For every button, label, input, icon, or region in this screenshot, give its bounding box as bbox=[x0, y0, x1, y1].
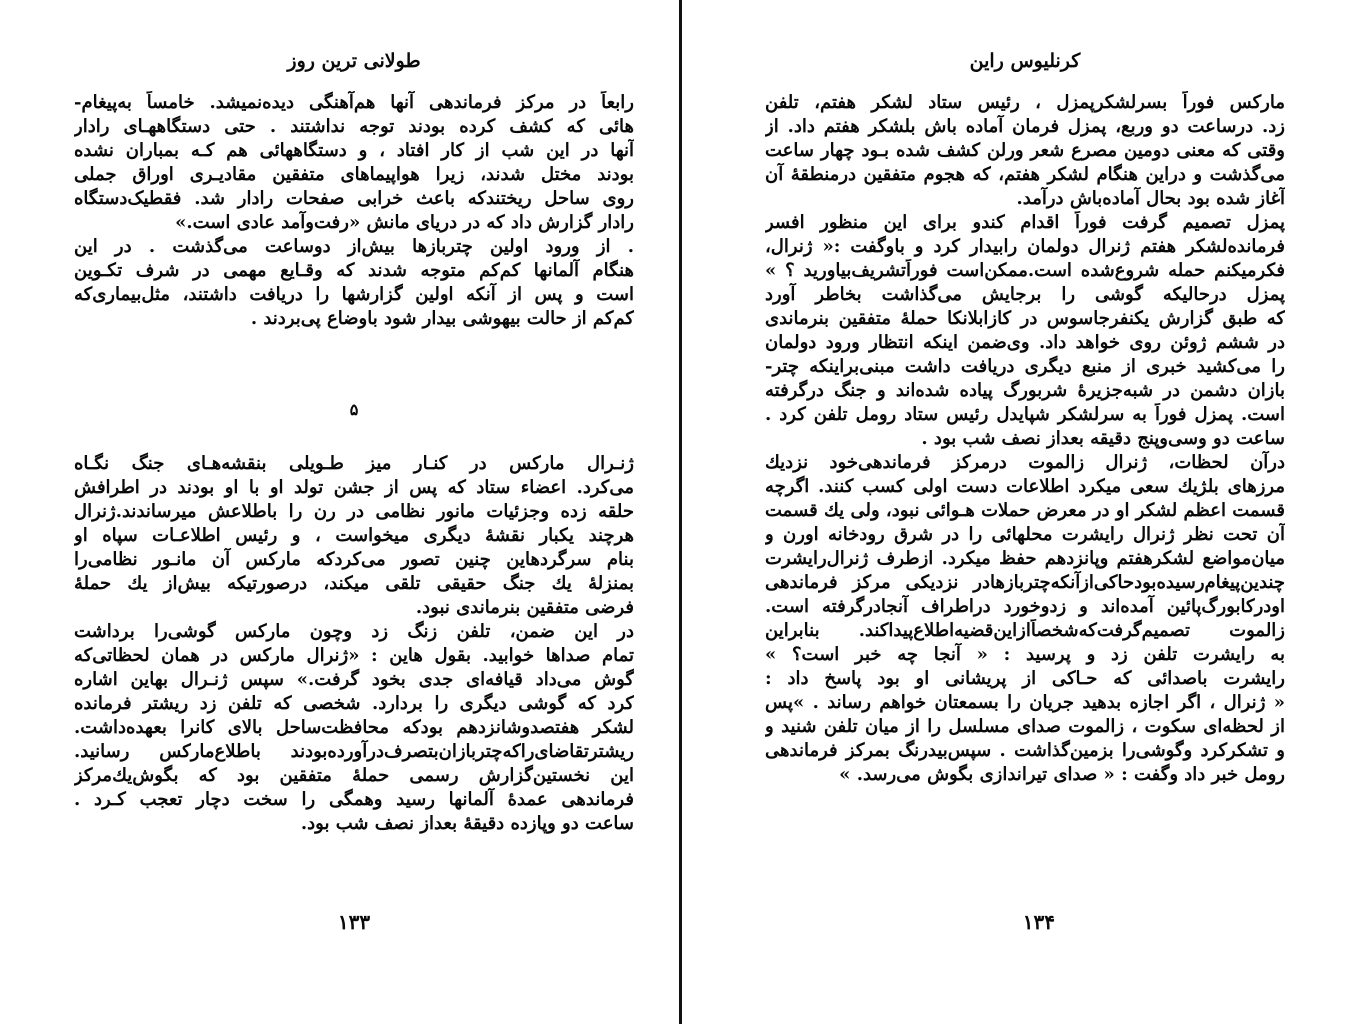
left-text-block-2 bbox=[74, 452, 634, 836]
text-line: بودند مختل شدند، زیرا هواپیماهای متفقین مقادیـری اوراق جملی bbox=[74, 164, 634, 185]
text-line: آنها در این شب از کار افتاد ، و دستگاههائی هم کـه بمباران نشده bbox=[74, 140, 634, 161]
text-line: لشکر هفتصدوشانزدهم بودکه محافظت‌ساحل بالای کانرا بعهده‌داشت. bbox=[74, 717, 634, 738]
text-line: مرزهای بلژیك سعی میکرد اطلاعات دست اولی کسب کنند. اگرچه bbox=[765, 476, 1285, 497]
text-line: پمزل تصمیم گرفت فوراً اقدام کندو برای این منظور افسر bbox=[765, 212, 1285, 233]
text-line: ریشترتقاضای‌راکه‌چتربازان‌بتصرف‌درآورده‌بودند باطلاع‌مارکس رسانید. bbox=[74, 741, 634, 762]
text-line: رابعاً در مرکز فرماندهی آنها هم‌آهنگی دیده‌نمیشد. خامساً به‌پیغام- bbox=[74, 92, 634, 113]
right-page bbox=[765, 0, 1285, 1024]
text-line: مارکس فوراً بسرلشکرپمزل ، رئیس ستاد لشکر هفتم، تلفن bbox=[765, 92, 1285, 113]
text-line: ساعت دو وسی‌وپنج دقیقه بعداز نصف شب بود . bbox=[921, 428, 1285, 449]
text-line: زد. درساعت دو وربع، پمزل فرمان آماده باش بلشکر هفتم داد. از bbox=[765, 116, 1285, 137]
right-text-block bbox=[765, 91, 1285, 787]
text-line: کم‌کم از حالت بیهوشی بیدار شود باوضاع پی‌بردند . bbox=[250, 308, 634, 329]
text-line: حلقه زده وجزئیات مانور نظامی در رن را باطلاعش میرساندند.ژنرال bbox=[74, 501, 634, 522]
running-head-left: طولانی ترین روز bbox=[287, 50, 421, 72]
text-line: این نخستین‌گزارش رسمی حملهٔ متفقین بود که بگوش‌یك‌مرکز bbox=[74, 765, 634, 786]
text-line: رایشرت باصدائی که حـاکی از پریشانی او بود پاسخ داد : bbox=[765, 668, 1285, 689]
text-line: رادار گزارش داد که در دریای مانش «رفت‌وآمد عادی است.» bbox=[175, 212, 634, 233]
page-number-right: ۱۳۴ bbox=[1022, 910, 1055, 934]
text-line: در این ضمن، تلفن زنگ زد وچون مارکس گوشی‌را برداشت bbox=[74, 621, 634, 642]
text-line: آن تحت نظر ژنرال رایشرت محلهائی را در شرق رودخانه اورن و bbox=[765, 524, 1285, 545]
text-line: روی ساحل ریختندکه باعث خرابی صفحات رادار شد. فقطیک‌دستگاه bbox=[74, 188, 634, 209]
text-line: ژنـرال مارکس در کنـار میز طـویلی بنقشه‌هـای جنگ نگـاه bbox=[74, 453, 634, 474]
text-line: چندین‌پیغام‌رسیده‌بودحاکی‌از‌آنکه‌چتربازهادر نزدیکی مرکز فرماندهی bbox=[765, 572, 1285, 593]
text-line: آغاز شده بود بحال آماده‌باش درآمد. bbox=[1016, 188, 1285, 209]
text-line: است. پمزل فوراً به سرلشکر شپایدل رئیس ستاد رومل تلفن کرد . bbox=[765, 404, 1285, 425]
text-line: پمزل درحالیکه گوشی را برجایش می‌گذاشت بخاطر آورد bbox=[765, 284, 1285, 305]
text-line: کرد که گوشی دیگری را بردارد. شخصی که تلفن زد ریشتر فرمانده bbox=[74, 693, 634, 714]
text-line: است و پس از آنکه اولین گزارشها را دریافت داشتند، مثل‌بیماری‌که bbox=[74, 284, 634, 305]
text-line: بازان دشمن در شبه‌جزیرهٔ شربورگ پیاده شده‌اند و جنگ درگرفته bbox=[765, 380, 1285, 401]
text-line: وقتی که معنی دومین مصرع شعر ورلن کشف شده بـود چهار ساعت bbox=[765, 140, 1285, 161]
text-line: فرمانده‌لشکر هفتم ژنرال دولمان رابیدار کرد و باوگفت :« ژنرال، bbox=[765, 236, 1285, 257]
left-page bbox=[74, 0, 634, 1024]
section-number: ۵ bbox=[349, 400, 359, 419]
text-line: ساعت دو وپازده دقیقهٔ بعداز نصف شب بود. bbox=[300, 813, 634, 834]
left-text-block-1 bbox=[74, 91, 634, 331]
text-line: که طبق گزارش یکنفرجاسوس در کازابلانکا حملهٔ متفقین بنرماندی bbox=[765, 308, 1285, 329]
text-line: « ژنرال ، اگر اجازه بدهید جریان را بسمعتان خواهم رساند . »پس bbox=[765, 692, 1285, 713]
text-line: هنگام آلمانها کم‌کم متوجه شدند که وقـایع مهمی در شرف تکـوین bbox=[74, 260, 634, 281]
running-head-right: کرنلیوس راین bbox=[969, 50, 1081, 72]
text-line: هائی که کشف کرده بودند توجه نداشتند . حتی دستگاههـای رادار bbox=[74, 116, 634, 137]
text-line: زالموت تصمیم‌گرفت‌که‌شخصاً‌ازاین‌قضیه‌اطلاع‌پیداکند. بنابراین bbox=[765, 620, 1285, 641]
text-line: اودرکابورگ‌پائین آمده‌اند و زدوخورد دراطراف آنجادرگرفته است. bbox=[765, 596, 1285, 617]
book-gutter bbox=[679, 0, 682, 1024]
page-number-left: ۱۳۳ bbox=[337, 910, 371, 934]
text-line: رومل خبر داد وگفت : « صدای تیراندازی بگوش می‌رسد. » bbox=[839, 764, 1285, 785]
text-line: در ششم ژوئن روی خواهد داد. وی‌ضمن اینکه انتظار ورود دولمان bbox=[765, 332, 1285, 353]
text-line: را می‌کشید خبری از منبع دیگری دریافت داشت مبنی‌براینکه چتر- bbox=[765, 356, 1285, 377]
text-line: می‌گذشت و دراین هنگام لشکر هفتم، که هجوم متفقین درمنطقهٔ آن bbox=[765, 164, 1285, 185]
text-line: فرماندهی عمدهٔ آلمانها رسید وهمگی را سخت دچار تعجب کـرد . bbox=[74, 789, 634, 810]
text-line: فرضی متفقین بنرماندی نبود. bbox=[415, 597, 634, 618]
text-line: بمنزلهٔ یك جنگ حقیقی تلقی میکند، درصورتیکه بیش‌از یك حملهٔ bbox=[74, 573, 634, 594]
text-line: از لحظه‌ای سکوت ، زالموت صدای مسلسل را از میان تلفن شنید و bbox=[765, 716, 1285, 737]
text-line: فکرمیکنم حمله شروع‌شده است.ممکن‌است فوراًتشریف‌بیاورید ؟ » bbox=[765, 260, 1285, 281]
text-line: تمام صداها خوابید. بقول هاین : «ژنرال مارکس در همان لحظاتی‌که bbox=[74, 645, 634, 666]
text-line: قسمت اعظم لشکر او در معرض حملات هـوائی نبود، ولی یك قسمت bbox=[765, 500, 1285, 521]
text-line: بنام سرگردهاین چنین تصور می‌کردکه مارکس آن مانـور نظامی‌را bbox=[74, 549, 634, 570]
text-line: و تشکرکرد وگوشی‌را بزمین‌گذاشت . سپس‌بیدرنگ بمرکز فرماندهی bbox=[765, 740, 1285, 761]
text-line: . از ورود اولین چتربازها بیش‌از دوساعت می‌گذشت . در این bbox=[74, 236, 634, 257]
text-line: درآن لحظات، ژنرال زالموت درمرکز فرماندهی‌خود نزدیك bbox=[765, 452, 1285, 473]
text-line: میان‌مواضع لشکرهفتم وپانزدهم حفظ میکرد. ازطرف ژنرال‌رایشرت bbox=[765, 548, 1285, 569]
text-line: هرچند یکبار نقشهٔ دیگری میخواست ، و رئیس اطلاعـات سپاه او bbox=[74, 525, 634, 546]
text-line: به رایشرت تلفن زد و پرسید : « آنجا چه خبر است؟ » bbox=[765, 644, 1285, 665]
text-line: می‌کرد. اعضاء ستاد که پس از جشن تولد او با او بودند در اطرافش bbox=[74, 477, 634, 498]
text-line: گوش می‌داد قیافه‌ای جدی بخود گرفت.» سپس ژنـرال بهاین اشاره bbox=[74, 669, 634, 690]
